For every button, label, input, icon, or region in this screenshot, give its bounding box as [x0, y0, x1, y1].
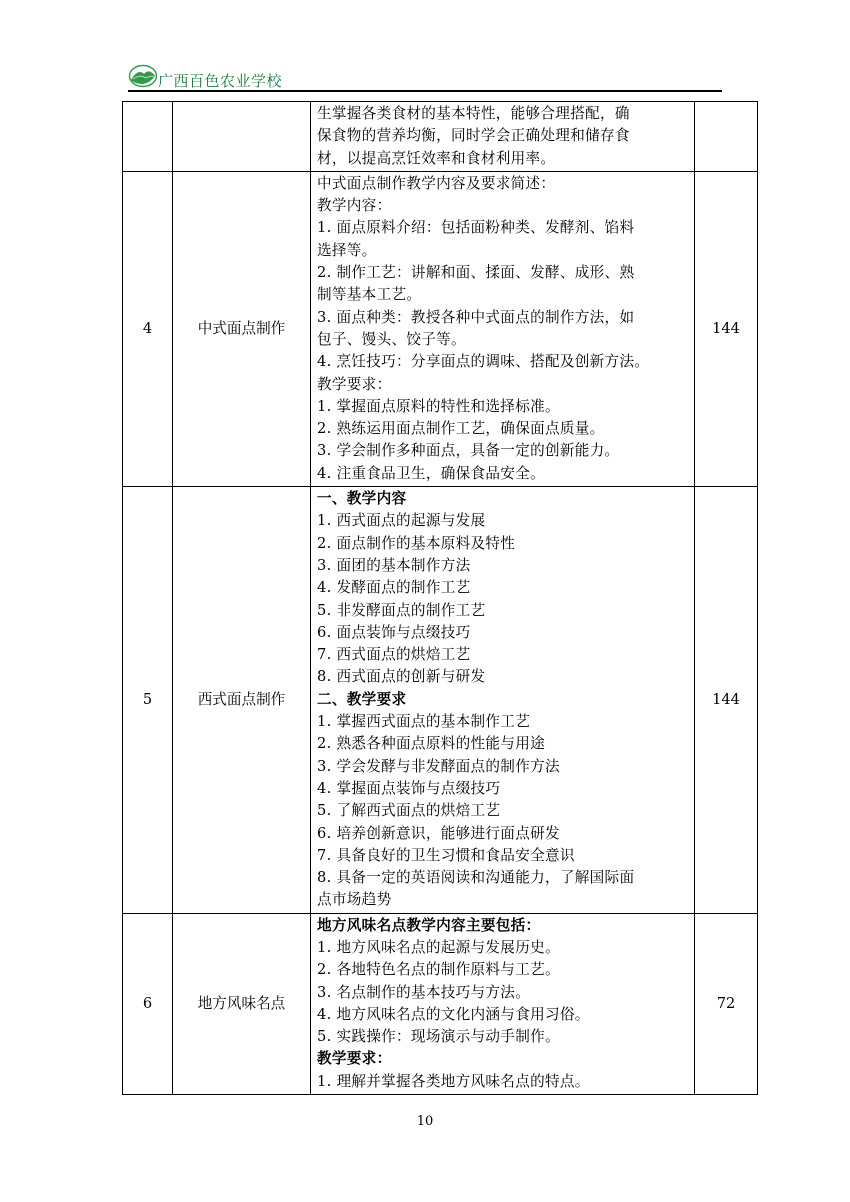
- course-number: 6: [123, 913, 173, 1094]
- page-header: [128, 60, 722, 94]
- content-line: 教学要求：: [317, 375, 392, 393]
- course-name: 西式面点制作: [173, 487, 311, 914]
- content-line: 1. 掌握面点原料的特性和选择标准。: [317, 397, 560, 415]
- course-content: [311, 102, 695, 172]
- content-line: 3. 学会发酵与非发酵面点的制作方法: [317, 757, 560, 775]
- course-name: [173, 102, 311, 172]
- table-row: [123, 102, 758, 172]
- content-line: 1. 西式面点的起源与发展: [317, 512, 486, 530]
- table-row: [123, 913, 758, 1094]
- content-line: 包子、馒头、饺子等。: [317, 330, 466, 348]
- content-line: 制等基本工艺。: [317, 286, 422, 304]
- content-line: 3. 面点种类：教授各种中式面点的制作方法，如: [317, 308, 635, 326]
- content-line: 2. 熟悉各种面点原料的性能与用途: [317, 735, 545, 753]
- content-line: 保食物的营养均衡，同时学会正确处理和储存食: [317, 127, 630, 145]
- course-hours: 144: [695, 171, 758, 486]
- content-line: 3. 学会制作多种面点，具备一定的创新能力。: [317, 442, 620, 460]
- content-line: 4. 掌握面点装饰与点缀技巧: [317, 779, 501, 797]
- course-number: [123, 102, 173, 172]
- content-line: 4. 烹饪技巧：分享面点的调味、搭配及创新方法。: [317, 353, 650, 371]
- course-number: 5: [123, 487, 173, 914]
- content-line: 教学内容：: [317, 197, 392, 215]
- content-line: 材，以提高烹饪效率和食材利用率。: [317, 149, 556, 167]
- content-line: 5. 实践操作：现场演示与动手制作。: [317, 1028, 560, 1046]
- content-line: 2. 熟练运用面点制作工艺，确保面点质量。: [317, 420, 605, 438]
- content-line: 2. 面点制作的基本原料及特性: [317, 534, 516, 552]
- course-content: [311, 487, 695, 914]
- page-number: 10: [416, 1114, 434, 1129]
- content-line: 地方风味名点教学内容主要包括：: [317, 916, 541, 934]
- course-name: 地方风味名点: [173, 913, 311, 1094]
- course-content: [311, 913, 695, 1094]
- content-line: 5. 非发酵面点的制作工艺: [317, 601, 486, 619]
- course-number: 4: [123, 171, 173, 486]
- table-row: [123, 171, 758, 486]
- course-hours: 72: [695, 913, 758, 1094]
- content-line: 1. 地方风味名点的起源与发展历史。: [317, 938, 560, 956]
- content-line: 8. 具备一定的英语阅读和沟通能力，了解国际面: [317, 869, 635, 887]
- content-line: 点市场趋势: [317, 891, 392, 909]
- content-line: 3. 名点制作的基本技巧与方法。: [317, 983, 531, 1001]
- content-line: 4. 发酵面点的制作工艺: [317, 579, 471, 597]
- content-line: 2. 制作工艺：讲解和面、揉面、发酵、成形、熟: [317, 264, 635, 282]
- content-line: 1. 理解并掌握各类地方风味名点的特点。: [317, 1072, 590, 1090]
- content-line: 7. 具备良好的卫生习惯和食品安全意识: [317, 846, 575, 864]
- content-line: 4. 注重食品卫生，确保食品安全。: [317, 464, 545, 482]
- school-name: 广西百色农业学校: [158, 72, 283, 90]
- course-content: [311, 171, 695, 486]
- content-line: 选择等。: [317, 241, 377, 259]
- content-line: 生掌握各类食材的基本特性，能够合理搭配，确: [317, 105, 630, 122]
- content-line: 7. 西式面点的烘焙工艺: [317, 646, 471, 664]
- content-line: 中式面点制作教学内容及要求简述：: [317, 174, 556, 192]
- content-line: 8. 西式面点的创新与研发: [317, 668, 486, 686]
- content-line: 1. 面点原料介绍：包括面粉种类、发酵剂、馅料: [317, 219, 635, 237]
- content-line: 一、教学内容: [317, 490, 407, 508]
- content-line: 3. 面团的基本制作方法: [317, 556, 471, 574]
- course-hours: 144: [695, 487, 758, 914]
- content-line: 5. 了解西式面点的烘焙工艺: [317, 802, 501, 820]
- course-hours: [695, 102, 758, 172]
- table-row: [123, 487, 758, 914]
- content-line: 6. 培养创新意识，能够进行面点研发: [317, 824, 560, 842]
- school-logo-icon: [128, 62, 158, 88]
- course-table: [122, 101, 758, 1095]
- content-line: 2. 各地特色名点的制作原料与工艺。: [317, 961, 560, 979]
- header-rule: [128, 90, 722, 92]
- content-line: 二、教学要求: [317, 690, 407, 708]
- content-line: 6. 面点装饰与点缀技巧: [317, 623, 471, 641]
- content-line: 1. 掌握西式面点的基本制作工艺: [317, 713, 531, 731]
- course-name: 中式面点制作: [173, 171, 311, 486]
- content-line: 4. 地方风味名点的文化内涵与食用习俗。: [317, 1005, 590, 1023]
- content-line: 教学要求：: [317, 1050, 392, 1068]
